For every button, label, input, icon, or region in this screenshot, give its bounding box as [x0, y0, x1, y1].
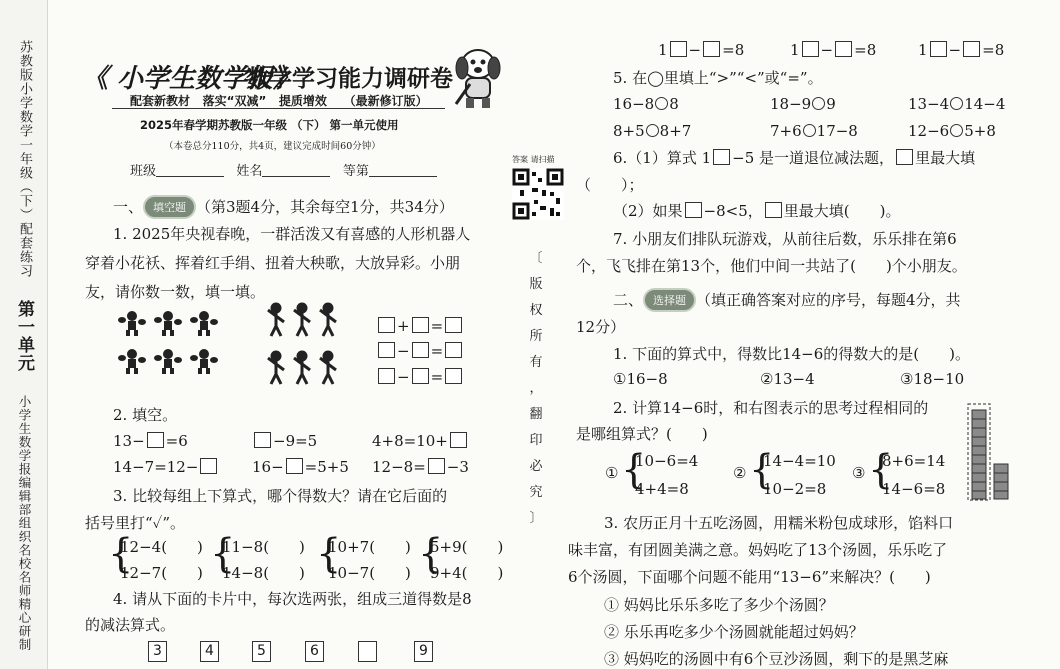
eq-text: =8 — [722, 41, 745, 59]
copyright-char: 印 — [529, 433, 543, 448]
copyright-char: 版 — [529, 277, 543, 292]
answer-box[interactable] — [802, 41, 819, 57]
tagline-b: 落实“双减” — [202, 94, 267, 108]
q5-right: 17−8 — [816, 122, 858, 140]
q7-line2: 个，飞飞排在第13个，他们中间一共站了( )个小朋友。 — [576, 257, 967, 275]
top-eq-1 — [658, 41, 744, 59]
brace-icon: { — [418, 531, 444, 577]
brace-icon: { — [210, 531, 236, 577]
answer-box[interactable] — [445, 342, 462, 358]
option-expr: 8+6=14 — [882, 452, 946, 470]
name-field[interactable] — [262, 176, 330, 177]
ten-rod-cubes-figure — [966, 402, 1012, 502]
q6-text: 里最大填 — [915, 149, 976, 167]
eq-text: =8 — [854, 41, 877, 59]
q5-heading: 5. 在◯里填上“>”“<”或“=”。 — [613, 69, 823, 87]
q6-text: 里最大填( )。 — [783, 202, 901, 220]
option-expr: 10−6=4 — [635, 452, 699, 470]
option-number: ② — [733, 464, 747, 482]
c1-question: 1. 下面的算式中，得数比14−6的得数大的是( )。 — [613, 345, 970, 363]
q3-expr-top[interactable]: 10+7( ) — [328, 538, 411, 556]
tagline-edition: （最新修订版） — [343, 94, 428, 108]
q3-line1: 3. 比较每组上下算式，哪个得数大？请在它后面的 — [113, 487, 448, 505]
copyright-char: 有 — [529, 355, 543, 370]
copyright-char: 翻 — [529, 407, 543, 422]
dog-mascot-icon — [448, 44, 506, 110]
header-tagline — [130, 92, 428, 109]
answer-box[interactable] — [670, 41, 687, 57]
q3-expr-bottom[interactable]: 9+4( ) — [430, 564, 504, 582]
term-info: 2025年春学期苏教版一年级 （下） 第一单元使用 — [140, 118, 399, 132]
answer-box[interactable] — [703, 41, 720, 57]
q2-heading: 2. 填空。 — [113, 406, 178, 424]
eq-text: 1 — [918, 41, 928, 59]
section2-number: 二、 — [613, 291, 644, 309]
answer-box[interactable] — [412, 368, 429, 384]
q5-left: 18−9 — [770, 95, 812, 113]
q6-text: 6.（1）算式 1 — [613, 149, 712, 167]
q4-line1: 4. 请从下面的卡片中，每次选两张，组成三道得数是8 — [113, 590, 472, 608]
section2-heading — [613, 288, 961, 312]
option-expr: 14−4=10 — [763, 452, 836, 470]
qr-label: 答案 请扫描 — [512, 155, 555, 164]
grade-label: 等第 — [342, 164, 369, 179]
brand-logo: 《 小学生数学报》 — [82, 64, 300, 94]
option-expr: 10−2=8 — [763, 480, 827, 498]
plus-sign: + — [397, 317, 410, 335]
eq-text: =8 — [982, 41, 1005, 59]
q3-expr-top[interactable]: 12−4( ) — [120, 538, 203, 556]
answer-box[interactable] — [412, 342, 429, 358]
c2-line1: 2. 计算14−6时，和右图表示的思考过程相同的 — [613, 399, 929, 417]
c3-line3: 6个汤圆，下面哪个问题不能用“13−6”来解决？( ) — [568, 568, 931, 586]
answer-box[interactable] — [147, 432, 164, 448]
class-label: 班级 — [130, 164, 157, 179]
q1-equation-3 — [376, 368, 464, 386]
section1-desc: （第3题4分，其余每空1分，共34分） — [196, 198, 454, 216]
copyright-char: 〔 — [529, 251, 543, 266]
q1-line1: 1. 2025年央视春晚，一群活泼又有喜感的人形机器人 — [113, 225, 471, 243]
compare-circle[interactable] — [655, 97, 668, 110]
robot-dancers-image — [266, 302, 356, 396]
top-eq-2 — [790, 41, 876, 59]
number-card[interactable]: 3 — [148, 641, 167, 662]
qr-code-icon[interactable] — [512, 168, 564, 220]
brace-icon: { — [621, 447, 647, 493]
q3-expr-bottom[interactable]: 10−7( ) — [328, 564, 411, 582]
q5-item — [770, 95, 836, 113]
minus-sign: − — [397, 342, 410, 360]
header-divider — [112, 108, 445, 109]
copyright-char: 权 — [529, 303, 543, 318]
copyright-char: 所 — [529, 329, 543, 344]
spine-series-text: 苏教版小学数学一年级（下）配套练习 — [17, 40, 32, 278]
answer-box[interactable] — [896, 149, 913, 165]
eq-text: − — [820, 41, 834, 59]
q2-item-5 — [252, 458, 349, 476]
section2-desc-cont: 12分） — [576, 318, 626, 336]
c3-option[interactable]: ① 妈妈比乐乐多吃了多少个汤圆？ — [604, 596, 834, 614]
q3-expr-bottom[interactable]: 12−7( ) — [120, 564, 203, 582]
option-expr: 4+4=8 — [635, 480, 689, 498]
q5-left: 13−4 — [908, 95, 950, 113]
q3-expr-bottom[interactable]: 14−8( ) — [222, 564, 305, 582]
q3-expr-top[interactable]: 11−8( ) — [222, 538, 305, 556]
q2-item-2 — [252, 432, 317, 450]
c3-option[interactable]: ② 乐乐再吃多少个汤圆就能超过妈妈？ — [604, 623, 864, 641]
q6-text: （2）如果 — [613, 202, 683, 220]
number-card[interactable] — [358, 641, 377, 662]
equals-sign: = — [430, 368, 444, 386]
q5-item — [908, 95, 1005, 113]
q5-item — [613, 122, 691, 140]
q5-right: 5+8 — [964, 122, 996, 140]
option-number: ③ — [852, 464, 866, 482]
brace-icon: { — [749, 447, 775, 493]
q5-right: 8+7 — [659, 122, 692, 140]
eq-text: − — [948, 41, 962, 59]
q2-text: =6 — [165, 432, 188, 450]
copyright-char: 究 — [529, 485, 543, 500]
q2-text: −3 — [446, 458, 469, 476]
copyright-char: 必 — [529, 459, 543, 474]
q2-item-6 — [372, 458, 469, 476]
q6-text: −5 是一道退位减法题， — [732, 149, 895, 167]
q2-text: 12−8= — [372, 458, 426, 476]
copyright-char: 〕 — [529, 511, 543, 526]
spine — [0, 0, 48, 669]
q6-part1-blank[interactable]: （ ）； — [576, 176, 644, 194]
student-info-row — [130, 160, 437, 179]
q5-right: 9 — [826, 95, 836, 113]
tagline-c: 提质增效 — [278, 94, 327, 108]
option-number: ① — [605, 464, 619, 482]
q6-part2 — [613, 200, 901, 221]
q5-right: 8 — [669, 95, 679, 113]
compare-circle[interactable] — [803, 124, 816, 137]
answer-box[interactable] — [378, 317, 395, 333]
q2-text: 4+8=10+ — [372, 432, 448, 450]
c3-line2: 味丰富，有团圆美满之意。妈妈吃了13个汤圆，乐乐吃了 — [568, 541, 948, 559]
equals-sign: = — [430, 317, 444, 335]
brace-icon: { — [108, 531, 134, 577]
section2-badge: 选择题 — [643, 288, 696, 312]
answer-box[interactable] — [200, 458, 217, 474]
number-card[interactable]: 6 — [305, 641, 324, 662]
number-card[interactable]: 4 — [200, 641, 219, 662]
spine-publisher-text: 小学生数学报编辑部组织名校名师精心研制 — [17, 395, 32, 652]
compare-circle[interactable] — [950, 97, 963, 110]
section1-heading — [113, 195, 454, 219]
q5-left: 7+6 — [770, 122, 802, 140]
q1-line2: 穿着小花袄、挥着红手绢、扭着大秧歌，大放异彩。小朋 — [85, 254, 461, 272]
q4-line2: 的减法算式。 — [85, 616, 176, 634]
c1-option[interactable]: ③18−10 — [900, 370, 965, 388]
answer-box[interactable] — [450, 432, 467, 448]
copyright-char: ， — [529, 381, 543, 396]
c1-option[interactable]: ①16−8 — [613, 370, 668, 388]
section2-desc: （填正确答案对应的序号，每题4分，共 — [696, 291, 961, 309]
q2-item-3 — [372, 432, 469, 450]
c3-line1: 3. 农历正月十五吃汤圆，用糯米粉包成球形，馅料口 — [604, 514, 954, 532]
section1-number: 一、 — [113, 198, 144, 216]
robots-with-handkerchiefs-image — [118, 302, 238, 374]
q2-text: −9=5 — [273, 432, 318, 450]
answer-box[interactable] — [713, 149, 730, 165]
name-label: 姓名 — [236, 164, 263, 179]
exam-title: 数学学习能力调研卷 — [246, 65, 453, 92]
c3-option[interactable]: ③ 妈妈吃的汤圆中有6个豆沙汤圆，剩下的是黑芝麻 — [604, 650, 949, 668]
class-field[interactable] — [156, 176, 224, 177]
eq-text: 1 — [790, 41, 800, 59]
answer-box[interactable] — [930, 41, 947, 57]
c2-line2: 是哪组算式？( ) — [576, 425, 708, 443]
q5-item — [908, 122, 996, 140]
number-card[interactable]: 9 — [414, 641, 433, 662]
answer-box[interactable] — [835, 41, 852, 57]
minus-sign: − — [397, 368, 410, 386]
q5-item — [770, 122, 858, 140]
spine-unit-label: 第一单元 — [14, 300, 34, 372]
compare-circle[interactable] — [646, 124, 659, 137]
answer-box[interactable] — [765, 202, 782, 218]
q5-left: 16−8 — [613, 95, 655, 113]
compare-circle[interactable] — [950, 124, 963, 137]
q5-left: 8+5 — [613, 122, 645, 140]
q2-text: 13− — [113, 432, 145, 450]
answer-box[interactable] — [286, 458, 303, 474]
section1-badge: 填空题 — [143, 195, 196, 219]
q7-line1: 7. 小朋友们排队玩游戏，从前往后数，乐乐排在第6 — [613, 230, 957, 248]
exam-note: （本卷总分110分，共4页，建议完成时间60分钟） — [164, 141, 381, 152]
q2-text: 16− — [252, 458, 284, 476]
c1-option[interactable]: ②13−4 — [760, 370, 815, 388]
q5-left: 12−6 — [908, 122, 950, 140]
answer-box[interactable] — [254, 432, 271, 448]
answer-box[interactable] — [445, 317, 462, 333]
q1-equation-2 — [376, 342, 464, 360]
answer-box[interactable] — [378, 342, 395, 358]
eq-text: − — [688, 41, 702, 59]
number-card[interactable]: 5 — [252, 641, 271, 662]
brace-icon: { — [316, 531, 342, 577]
answer-box[interactable] — [378, 368, 395, 384]
q6-text: −8<5， — [703, 202, 763, 220]
q2-item-4 — [113, 458, 219, 476]
option-expr: 14−6=8 — [882, 480, 946, 498]
q3-line2: 括号里打“✓”。 — [85, 514, 186, 532]
q2-item-1 — [113, 432, 188, 450]
answer-box[interactable] — [963, 41, 980, 57]
grade-field[interactable] — [369, 176, 437, 177]
brace-icon: { — [868, 447, 894, 493]
q5-item — [613, 95, 679, 113]
answer-box[interactable] — [428, 458, 445, 474]
q2-text: 14−7=12− — [113, 458, 199, 476]
top-eq-3 — [918, 41, 1004, 59]
q6-part1 — [613, 147, 975, 168]
answer-box[interactable] — [685, 202, 702, 218]
answer-box[interactable] — [412, 317, 429, 333]
compare-circle[interactable] — [812, 97, 825, 110]
equals-sign: = — [430, 342, 444, 360]
q3-expr-top[interactable]: 5+9( ) — [430, 538, 504, 556]
q2-text: =5+5 — [304, 458, 349, 476]
eq-text: 1 — [658, 41, 668, 59]
tagline-a: 配套新教材 — [130, 94, 191, 108]
q1-equation-1 — [376, 317, 464, 335]
q5-right: 14−4 — [964, 95, 1006, 113]
copyright-notice — [528, 246, 544, 532]
answer-box[interactable] — [445, 368, 462, 384]
q1-line3: 友，请你数一数，填一填。 — [85, 283, 266, 301]
